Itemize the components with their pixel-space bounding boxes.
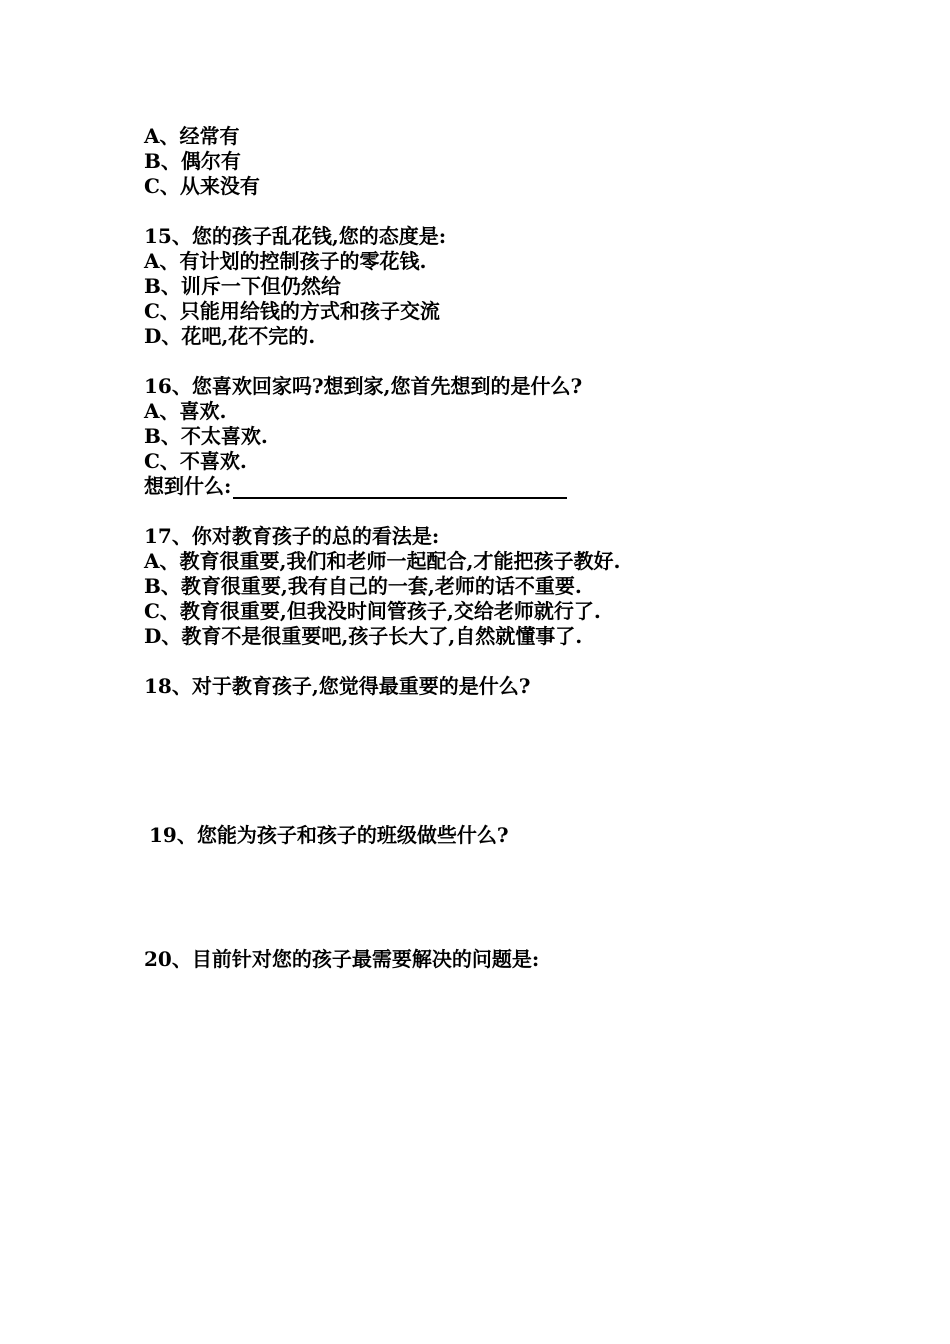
q17-question: 17、你对教育孩子的总的看法是:	[144, 524, 440, 548]
q17-option-d: D、教育不是很重要吧,孩子长大了,自然就懂事了.	[144, 624, 583, 648]
q18-question: 18、对于教育孩子,您觉得最重要的是什么?	[144, 674, 531, 698]
q16-fill-row	[144, 474, 567, 499]
q14-option-b: B、偶尔有	[144, 149, 241, 173]
q17-option-a: A、教育很重要,我们和老师一起配合,才能把孩子教好.	[144, 549, 621, 573]
q15-option-d: D、花吧,花不完的.	[144, 324, 316, 348]
q15-option-c: C、只能用给钱的方式和孩子交流	[144, 299, 440, 323]
q14-option-c: C、从来没有	[144, 174, 260, 198]
q16-answer-blank[interactable]	[233, 477, 567, 499]
q15-question: 15、您的孩子乱花钱,您的态度是:	[144, 224, 447, 248]
q16-question: 16、您喜欢回家吗?想到家,您首先想到的是什么?	[144, 374, 583, 398]
q17-option-c: C、教育很重要,但我没时间管孩子,交给老师就行了.	[144, 599, 601, 623]
q15-option-b: B、训斥一下但仍然给	[144, 274, 341, 298]
q16-option-a: A、喜欢.	[144, 399, 227, 423]
q14-option-a: A、经常有	[144, 124, 240, 148]
q17-option-b: B、教育很重要,我有自己的一套,老师的话不重要.	[144, 574, 582, 598]
q19-question: 19、您能为孩子和孩子的班级做些什么?	[149, 823, 509, 847]
q16-fill-label: 想到什么:	[144, 474, 232, 498]
q20-question: 20、目前针对您的孩子最需要解决的问题是:	[144, 947, 540, 971]
q16-option-c: C、不喜欢.	[144, 449, 247, 473]
q16-option-b: B、不太喜欢.	[144, 424, 268, 448]
q15-option-a: A、有计划的控制孩子的零花钱.	[144, 249, 427, 273]
